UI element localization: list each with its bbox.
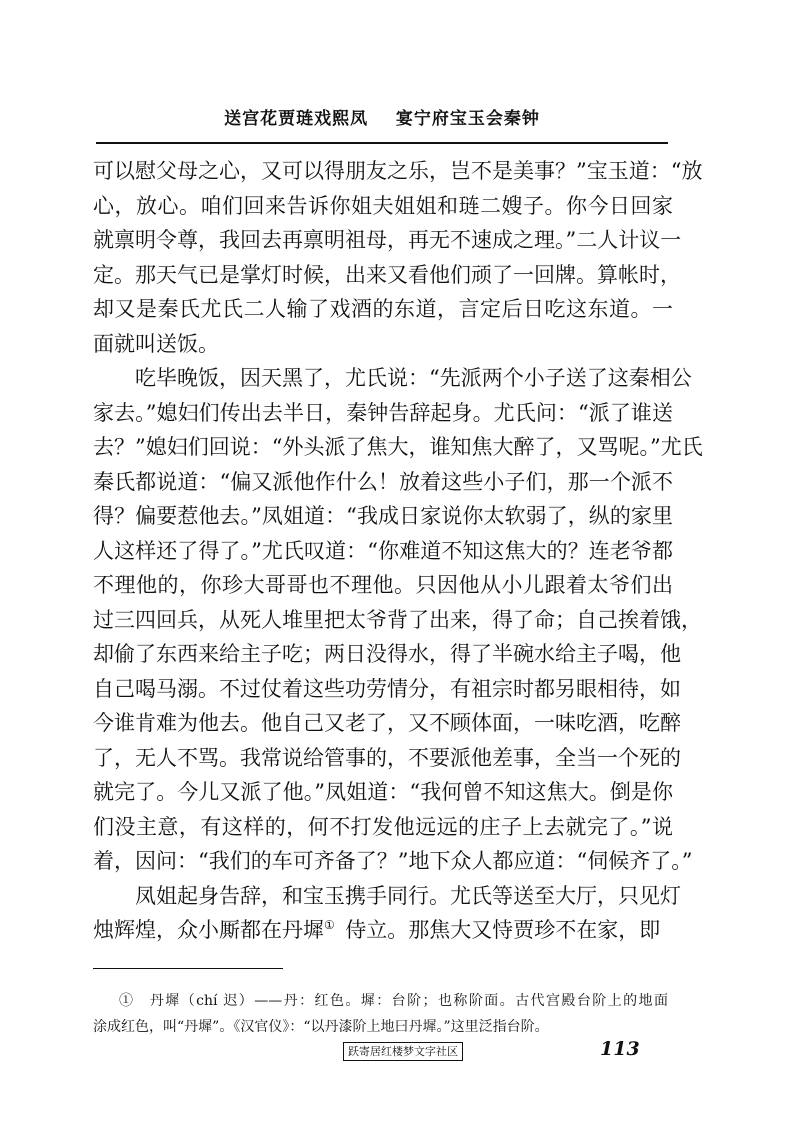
text-line: 去？”媳妇们回说：“外头派了焦大，谁知焦大醉了，又骂呢。”尤氏 — [93, 435, 703, 459]
footnote-marker[interactable]: ① — [324, 918, 335, 932]
text-line: 得？偏要惹他去。”凤姐道：“我成日家说你太软弱了，纵的家里 — [93, 504, 673, 528]
text-line: 着，因问：“我们的车可齐备了？”地下众人都应道：“伺候齐了。” — [93, 849, 693, 873]
running-header: 送宫花贾琏戏熙凤 宴宁府宝玉会秦钟 — [224, 109, 540, 129]
text-line: 人这样还了得了。”尤氏叹道：“你难道不知这焦大的？连老爷都 — [93, 538, 673, 563]
footnote — [93, 988, 668, 1040]
text-line: 了，无人不骂。我常说给管事的，不要派他差事，全当一个死的 — [93, 745, 681, 770]
text-line: 面就叫送饭。 — [93, 331, 219, 356]
footnote-rule — [93, 968, 283, 969]
source-stamp: 跃寄居红楼梦文字社区 — [343, 1042, 463, 1061]
text-line: 可以慰父母之心，又可以得朋友之乐，岂不是美事？”宝玉道：“放 — [93, 159, 703, 183]
text-line: 们没主意，有这样的，何不打发他远远的庄子上去就完了。”说 — [93, 814, 673, 839]
text-segment: 烛辉煌，众小厮都在丹墀 — [93, 918, 324, 942]
text-line: 家去。”媳妇们传出去半日，秦钟告辞起身。尤氏问：“派了谁送 — [93, 400, 673, 425]
paragraph-start-line: 吃毕晚饭，因天黑了，尤氏说：“先派两个小子送了这秦相公 — [135, 366, 692, 390]
text-line: 不理他的，你珍大哥哥也不理他。只因他从小儿跟着太爷们出 — [93, 573, 673, 597]
text-line: 却又是秦氏尤氏二人输了戏酒的东道，言定后日吃这东道。一 — [93, 297, 673, 321]
text-segment: 侍立。那焦大又恃贾珍不在家，即 — [345, 918, 661, 942]
footnote-line: ① 丹墀（chí 迟）——丹：红色。墀：台阶；也称阶面。古代宫殿台阶上的地面 — [119, 993, 668, 1009]
page-number: 113 — [600, 1038, 640, 1060]
text-line: 就完了。今儿又派了他。”凤姐道：“我何曾不知这焦大。倒是你 — [93, 780, 673, 804]
text-line: 秦氏都说道：“偏又派他作什么！放着这些小子们，那一个派不 — [93, 469, 673, 494]
text-line-with-note — [93, 913, 673, 948]
text-line: 就禀明令尊，我回去再禀明祖母，再无不速成之理。”二人计议一 — [93, 228, 682, 252]
paragraph-start-line: 凤姐起身告辞，和宝玉携手同行。尤氏等送至大厅，只见灯 — [135, 883, 681, 908]
text-line: 自己喝马溺。不过仗着这些功劳情分，有祖宗时都另眼相待，如 — [93, 676, 681, 701]
header-rule — [96, 142, 668, 144]
text-line: 定。那天气已是掌灯时候，出来又看他们顽了一回牌。算帐时， — [93, 262, 681, 287]
text-line: 今谁肯难为他去。他自己又老了，又不顾体面，一味吃酒，吃醉 — [93, 711, 681, 735]
text-line: 却偷了东西来给主子吃；两日没得水，得了半碗水给主子喝，他 — [93, 642, 681, 666]
body-text — [93, 154, 703, 948]
text-line: 过三四回兵，从死人堆里把太爷背了出来，得了命；自己挨着饿， — [93, 607, 702, 632]
text-line: 心，放心。咱们回来告诉你姐夫姐姐和琏二嫂子。你今日回家 — [93, 193, 673, 218]
footnote-line: 涂成红色，叫“丹墀”。《汉官仪》：“以丹漆阶上地曰丹墀。”这里泛指台阶。 — [93, 1019, 549, 1035]
